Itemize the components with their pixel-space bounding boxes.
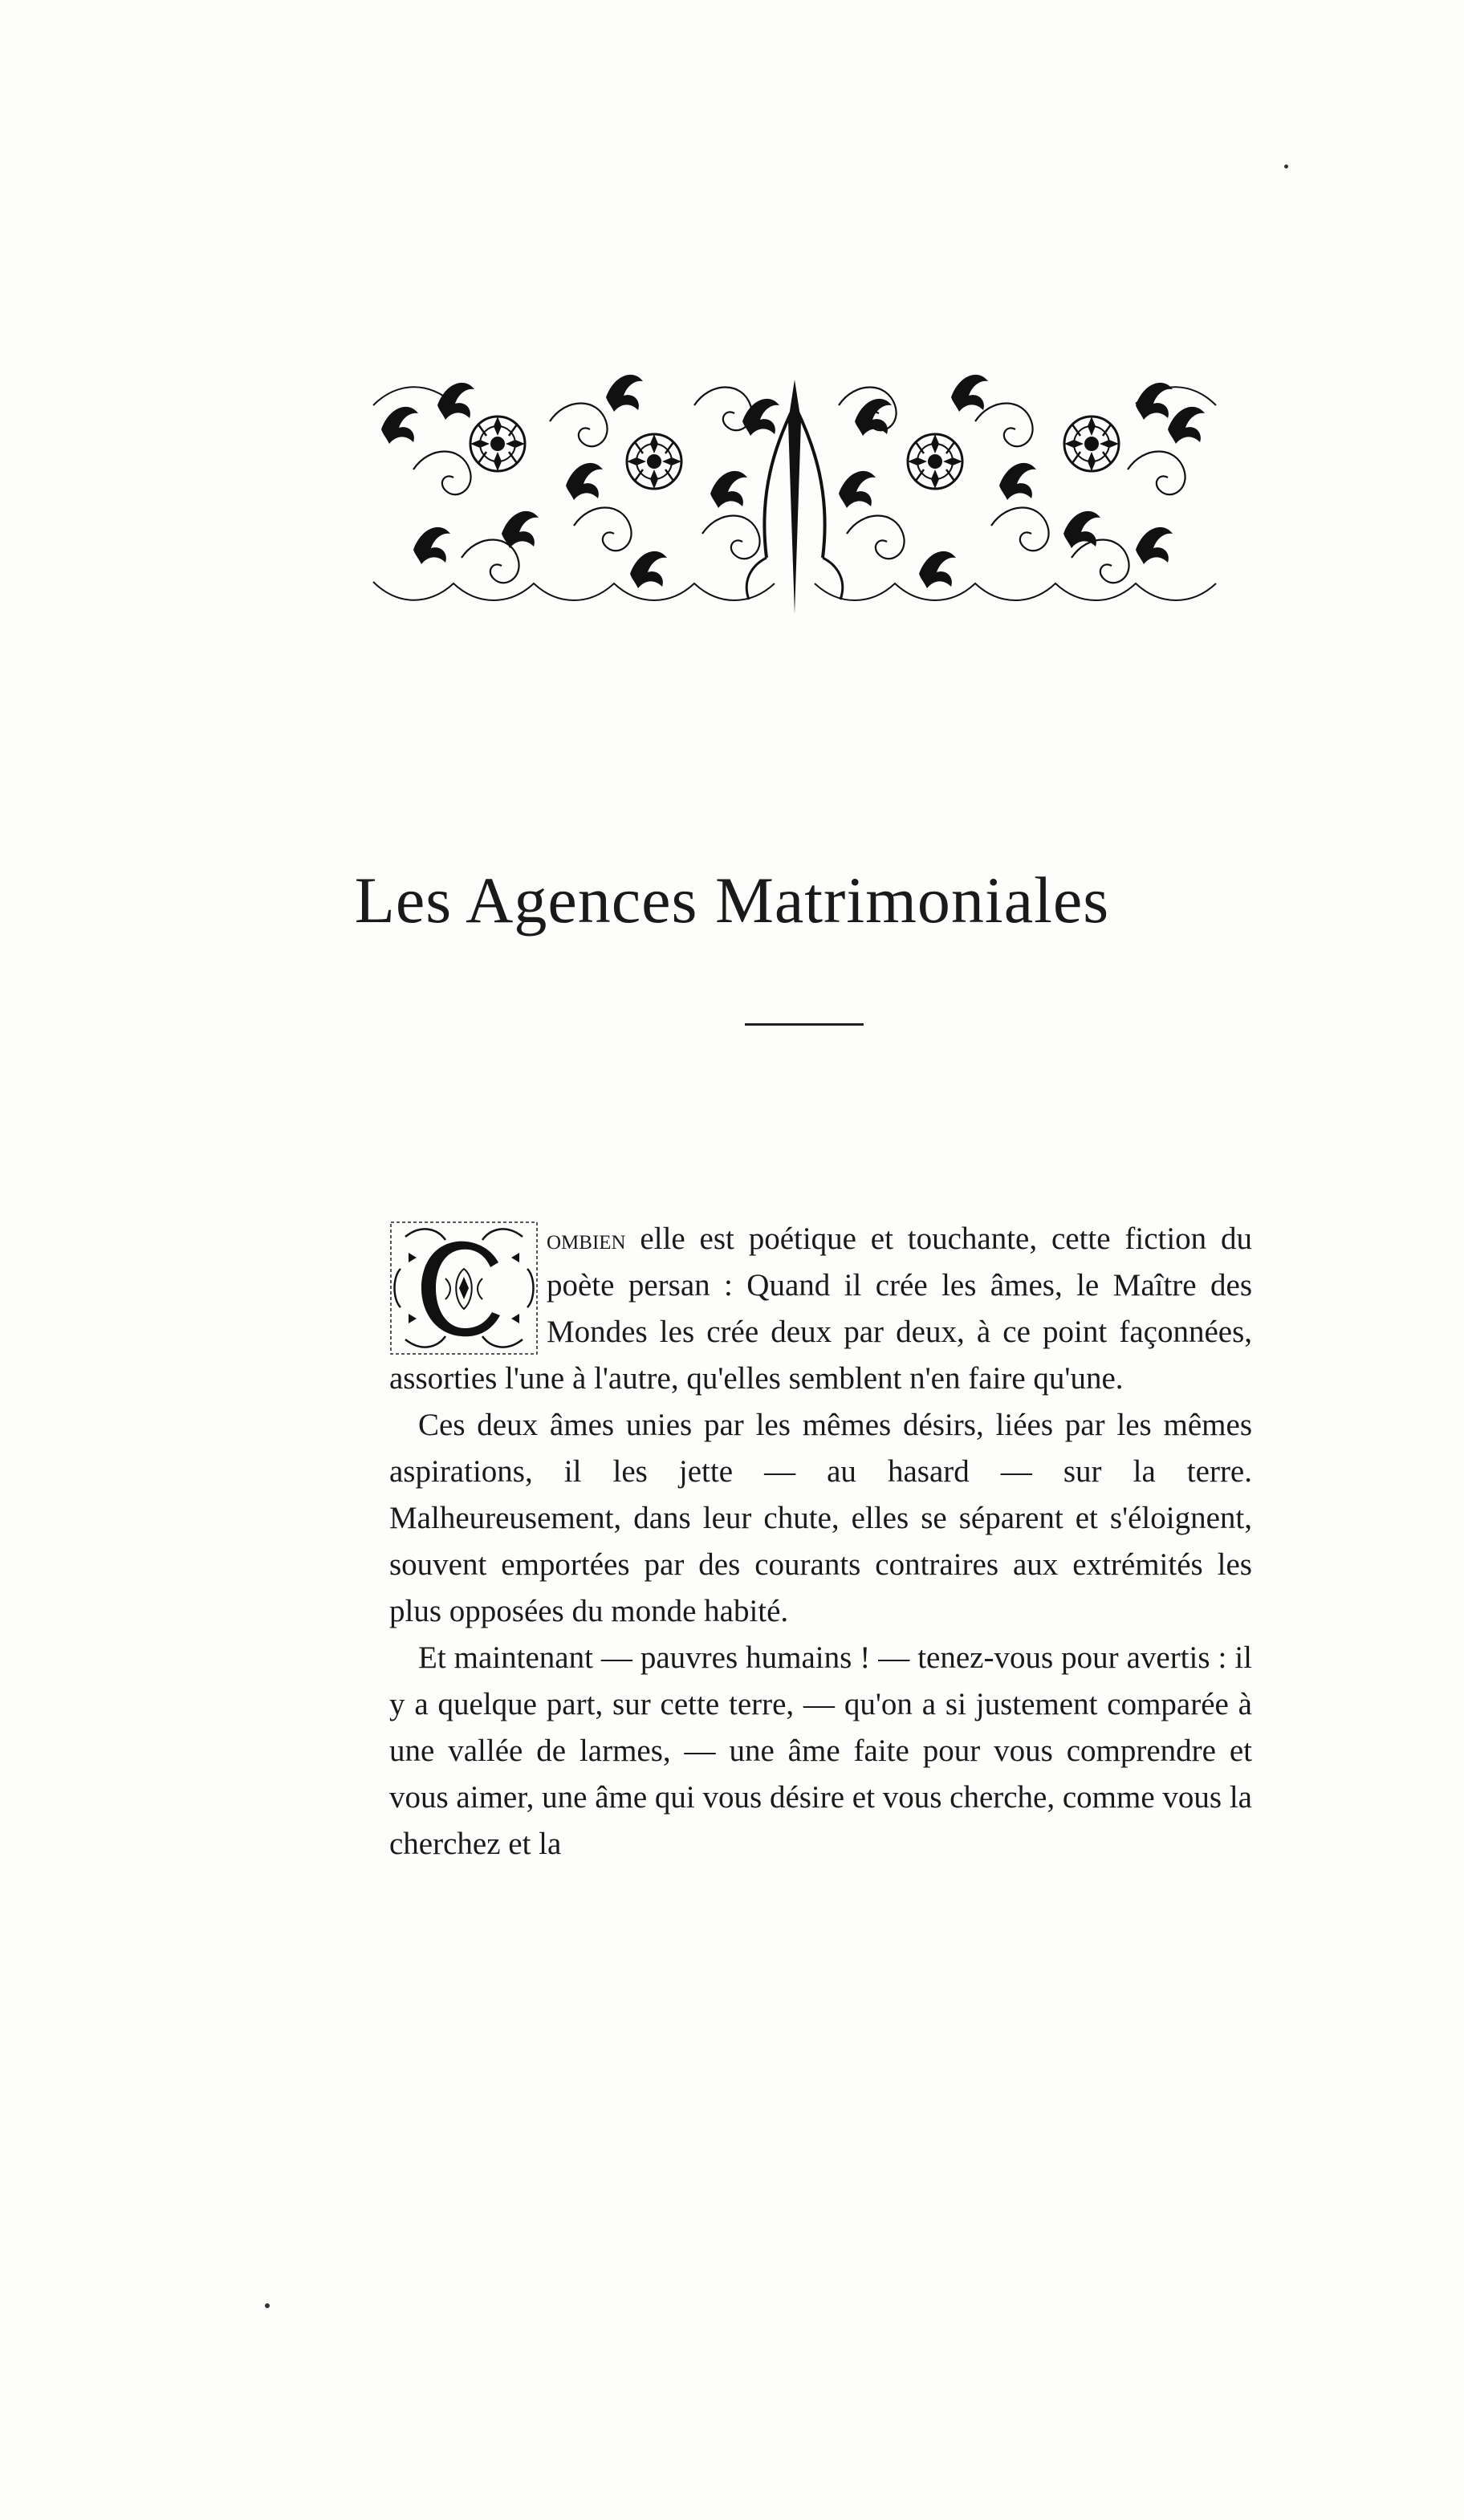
opening-word-rest: ombien	[547, 1223, 626, 1255]
title-rule	[745, 1023, 864, 1026]
paragraph-1-text: elle est poétique et touchante, cette fiction du poète persan : Quand il crée les âmes, le Maître des Mondes les crée deux par deux, à ce point façonnées, assorties l'une à l'autre, qu'elles semblent n'en faire qu'une.	[389, 1221, 1252, 1396]
chapter-title: Les Agences Matrimoniales	[354, 864, 1110, 937]
paragraph-1	[389, 1216, 1252, 1402]
chapter-body	[389, 1216, 1252, 1868]
page-speck	[1284, 165, 1288, 169]
page-speck	[265, 2303, 270, 2308]
illuminated-initial	[389, 1221, 539, 1356]
headpiece-ornament	[365, 373, 1224, 614]
paragraph-2: Ces deux âmes unies par les mêmes désirs, liées par les mêmes aspirations, il les jette — au hasard — sur la terre. Malheureusement, dans leur chute, elles se séparent et s'éloignent, souvent emportées par des courants contraires aux extrémités les plus opposées du monde habité.	[389, 1408, 1252, 1628]
paragraph-3: Et maintenant — pauvres humains ! — tenez-vous pour avertis : il y a quelque part, sur cette terre, — qu'on a si justement comparée à une vallée de larmes, — une âme faite pour vous comprendre et vous aimer, une âme qui vous désire et vous cherche, comme vous la cherchez et la	[389, 1640, 1252, 1861]
